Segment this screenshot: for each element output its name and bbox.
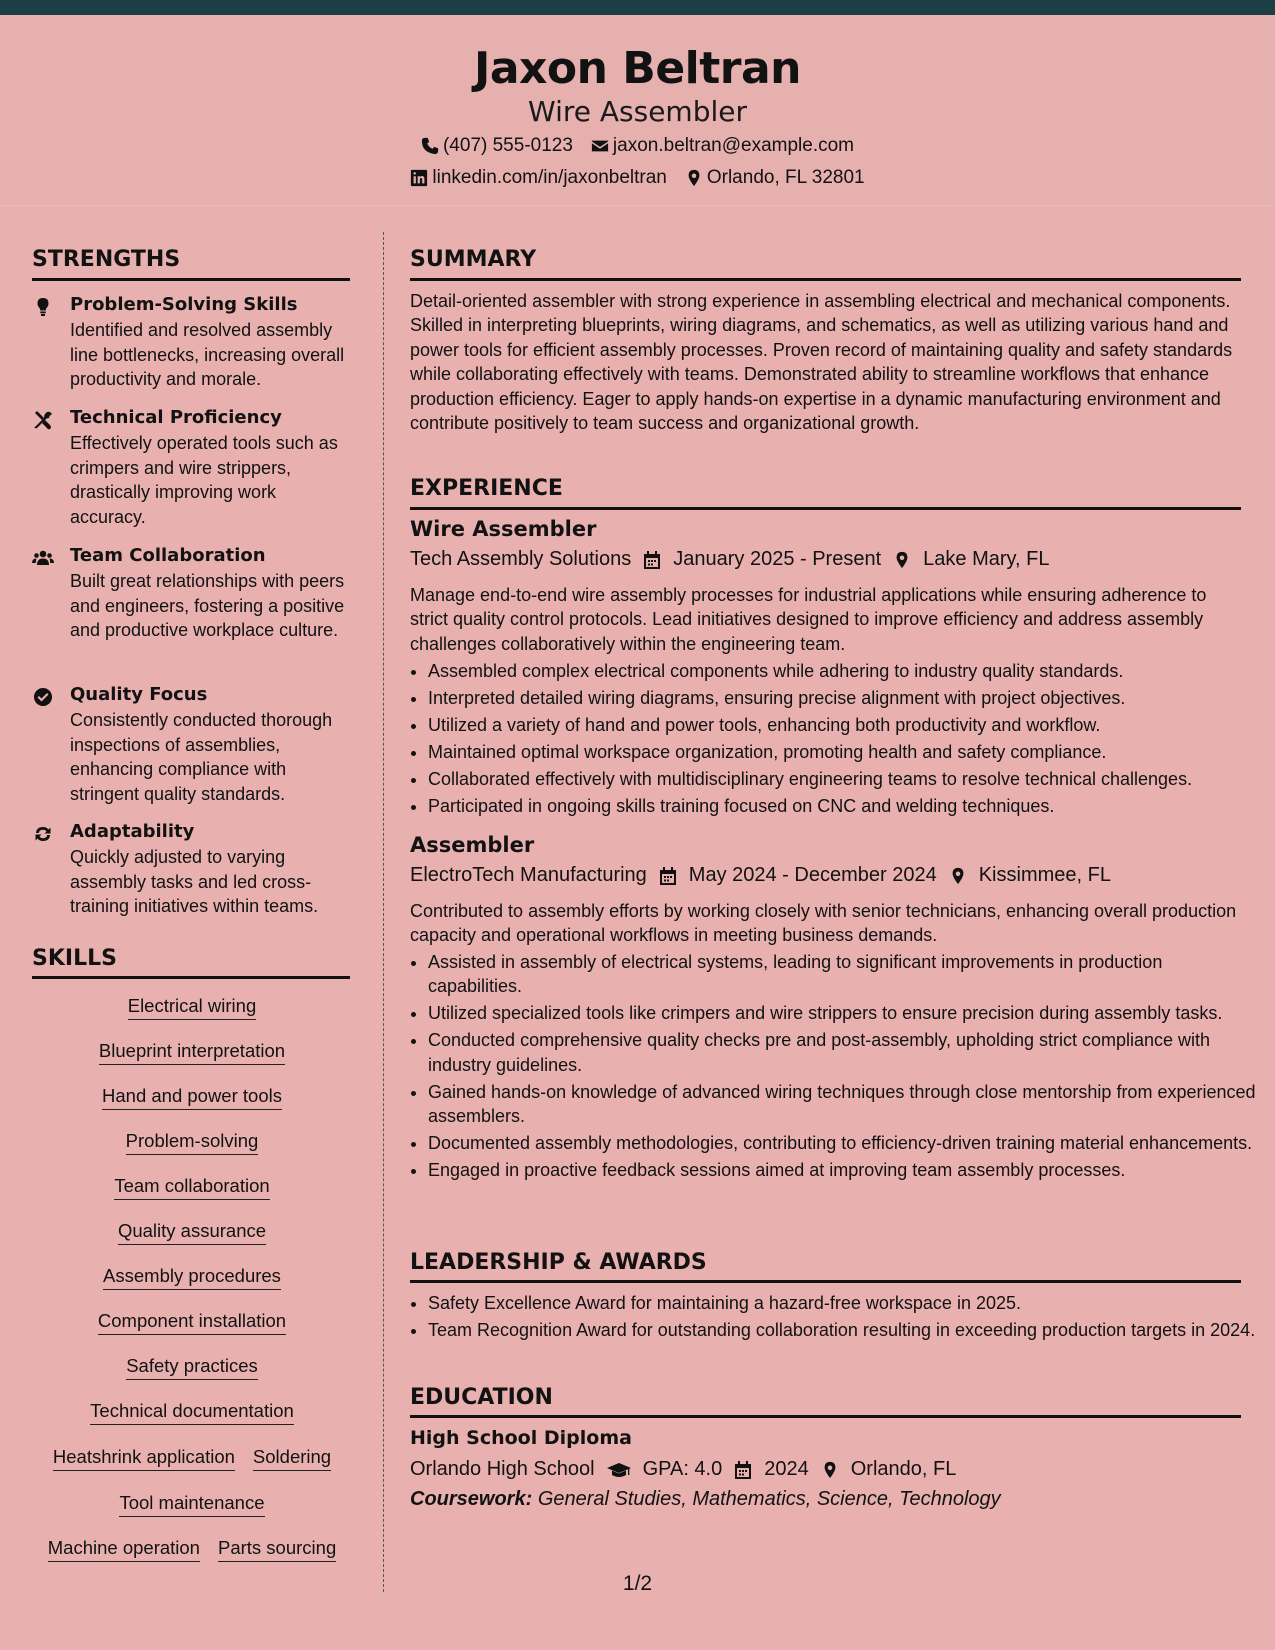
skill-row: [32, 1265, 352, 1290]
job-bullets: [410, 659, 1258, 821]
strength-title: Problem-Solving Skills: [70, 294, 298, 315]
resume-header: [0, 15, 1275, 206]
skill-row: [32, 1310, 352, 1335]
job-title: Wire Assembler: [410, 517, 597, 541]
skill-tag: Heatshrink application: [53, 1446, 235, 1471]
bullet-item: • Assembled complex electrical components while adhering to industry quality standards.: [428, 659, 1258, 683]
education-meta: [410, 1458, 956, 1481]
location-contact: [685, 167, 865, 189]
school-name: Orlando High School: [410, 1458, 595, 1480]
education-heading: EDUCATION: [410, 1385, 553, 1410]
experience-heading: EXPERIENCE: [410, 476, 563, 501]
email-text: jaxon.beltran@example.com: [612, 135, 854, 156]
contact-row-1: [0, 135, 1275, 157]
phone-contact[interactable]: [421, 135, 573, 157]
linkedin-contact[interactable]: [410, 167, 666, 189]
skill-row: [32, 995, 352, 1020]
skill-tag: Parts sourcing: [218, 1537, 336, 1562]
summary-text: Detail-oriented assembler with strong experience in assembling electrical and mechanical components. Skilled in interpreting blueprints, wiring diagrams, and schematics, as well as utilizing various hand and power tools for efficient assembly processes. Proven record of maintaining quality and safety standards while collaborating effectively with teams. Demonstrated ability to streamline workflows that enhance production efficiency. Eager to apply hands-on expertise in a dynamic manufacturing environment and contribute positively to team success and organizational growth.: [410, 291, 1233, 434]
bullet-item: • Assisted in assembly of electrical systems, leading to significant improvements in production capabilities.: [428, 950, 1258, 999]
calendar-icon: [659, 866, 677, 886]
skill-tag: Component installation: [98, 1310, 286, 1335]
degree-title: High School Diploma: [410, 1427, 632, 1449]
school-location: Orlando, FL: [850, 1458, 957, 1480]
top-accent-bar: [0, 0, 1275, 15]
check-circle-icon: [32, 687, 54, 707]
skill-row: [32, 1175, 352, 1200]
bullet-item: • Safety Excellence Award for maintaining a hazard-free workspace in 2025.: [428, 1291, 1258, 1315]
experience-rule: [410, 507, 1241, 510]
education-rule: [410, 1415, 1241, 1418]
bullet-item: • Gained hands-on knowledge of advanced wiring techniques through close mentorship from experienced assemblers.: [428, 1080, 1258, 1129]
leadership-heading: LEADERSHIP & AWARDS: [410, 1250, 707, 1275]
envelope-icon: [591, 137, 609, 155]
strength-title: Adaptability: [70, 821, 195, 842]
strength-title: Team Collaboration: [70, 545, 266, 566]
bullet-item: • Team Recognition Award for outstanding collaboration resulting in exceeding production targets in 2024.: [428, 1318, 1258, 1342]
strength-desc: Identified and resolved assembly line bottlenecks, increasing overall productivity and morale.: [70, 320, 345, 389]
tools-icon: [32, 410, 54, 430]
job-dates: January 2025 - Present: [673, 548, 882, 570]
candidate-name: Jaxon Beltran: [473, 43, 802, 94]
strengths-heading: STRENGTHS: [32, 247, 181, 272]
bullet-item: • Utilized specialized tools like crimpers and wire strippers to ensure precision during assembly tasks.: [428, 1001, 1258, 1025]
job-meta: [410, 548, 1049, 571]
email-contact[interactable]: [591, 135, 854, 157]
skill-tag: Electrical wiring: [128, 995, 257, 1020]
job-location: Kissimmee, FL: [978, 864, 1111, 886]
skill-row: [32, 1040, 352, 1065]
coursework: [410, 1488, 1001, 1511]
skill-tag: Technical documentation: [90, 1400, 294, 1425]
candidate-title: Wire Assembler: [528, 95, 747, 128]
map-pin-icon: [821, 1460, 839, 1480]
job-location: Lake Mary, FL: [923, 548, 1050, 570]
job-company: ElectroTech Manufacturing: [410, 864, 647, 886]
calendar-icon: [643, 550, 661, 570]
strength-desc: Built great relationships with peers and engineers, fostering a positive and productive workplace culture.: [70, 571, 345, 640]
leadership-bullets: [410, 1291, 1258, 1345]
contact-row-2: [0, 167, 1275, 189]
linkedin-icon: [410, 169, 428, 187]
skills-heading: SKILLS: [32, 946, 117, 971]
skill-row: [32, 1085, 352, 1110]
phone-text: (407) 555-0123: [442, 135, 573, 156]
skill-tag: Quality assurance: [118, 1220, 266, 1245]
coursework-list: General Studies, Mathematics, Science, Technology: [537, 1488, 1001, 1510]
bullet-item: • Participated in ongoing skills training focused on CNC and welding techniques.: [428, 794, 1258, 818]
page-number: 1/2: [622, 1572, 653, 1595]
summary-heading: SUMMARY: [410, 247, 537, 272]
gpa: GPA: 4.0: [642, 1458, 723, 1480]
skill-row: [32, 1220, 352, 1245]
location-text: Orlando, FL 32801: [706, 167, 865, 188]
skill-tag: Soldering: [253, 1446, 331, 1471]
skill-row: [32, 1537, 352, 1562]
map-pin-icon: [893, 550, 911, 570]
skill-tag: Machine operation: [48, 1537, 200, 1562]
leadership-rule: [410, 1280, 1241, 1283]
job-title: Assembler: [410, 833, 535, 857]
coursework-label: Coursework:: [410, 1488, 533, 1510]
strengths-rule: [32, 278, 350, 281]
sync-icon: [32, 824, 54, 844]
skills-rule: [32, 976, 350, 979]
skill-row: [32, 1400, 352, 1425]
lightbulb-icon: [32, 297, 54, 317]
skill-tag: Assembly procedures: [103, 1265, 281, 1290]
phone-icon: [421, 137, 439, 155]
calendar-icon: [734, 1460, 752, 1480]
skill-row: [32, 1446, 352, 1471]
skill-row: [32, 1130, 352, 1155]
skill-tag: Problem-solving: [126, 1130, 259, 1155]
linkedin-text: linkedin.com/in/jaxonbeltran: [432, 167, 667, 188]
skill-row: [32, 1355, 352, 1380]
graduation-year: 2024: [764, 1458, 809, 1480]
skill-tag: Tool maintenance: [119, 1492, 264, 1517]
map-pin-icon: [949, 866, 967, 886]
strength-title: Technical Proficiency: [70, 407, 282, 428]
bullet-item: • Maintained optimal workspace organization, promoting health and safety compliance.: [428, 740, 1258, 764]
skill-tag: Hand and power tools: [102, 1085, 282, 1110]
graduation-cap-icon: [607, 1460, 631, 1480]
strength-title: Quality Focus: [70, 684, 208, 705]
bullet-item: • Engaged in proactive feedback sessions aimed at improving team assembly processes.: [428, 1158, 1258, 1182]
skill-row: [32, 1492, 352, 1517]
job-description: Manage end-to-end wire assembly processes for industrial applications while ensuring adherence to strict quality control protocols. Lead initiatives designed to improve efficiency and address assembly challenges collaboratively within the engineering team.: [410, 585, 1207, 654]
job-company: Tech Assembly Solutions: [410, 548, 632, 570]
skill-tag: Blueprint interpretation: [99, 1040, 285, 1065]
skill-tag: Team collaboration: [114, 1175, 269, 1200]
map-pin-icon: [685, 169, 703, 187]
skill-tag: Safety practices: [126, 1355, 258, 1380]
job-dates: May 2024 - December 2024: [688, 864, 937, 886]
bullet-item: • Interpreted detailed wiring diagrams, ensuring precise alignment with project objectives.: [428, 686, 1258, 710]
users-icon: [32, 548, 54, 568]
strength-desc: Quickly adjusted to varying assembly tasks and led cross-training initiatives within teams.: [70, 847, 319, 916]
summary-rule: [410, 278, 1241, 281]
job-meta: [410, 864, 1111, 887]
bullet-item: • Collaborated effectively with multidisciplinary engineering teams to resolve technical challenges.: [428, 767, 1258, 791]
strength-desc: Consistently conducted thorough inspections of assemblies, enhancing compliance with stringent quality standards.: [70, 710, 333, 804]
bullet-item: • Conducted comprehensive quality checks pre and post-assembly, upholding strict compliance with industry guidelines.: [428, 1028, 1258, 1077]
bullet-item: • Documented assembly methodologies, contributing to efficiency-driven training material enhancements.: [428, 1131, 1258, 1155]
bullet-item: • Utilized a variety of hand and power tools, enhancing both productivity and workflow.: [428, 713, 1258, 737]
job-bullets: [410, 950, 1258, 1185]
job-description: Contributed to assembly efforts by working closely with senior technicians, enhancing overall production capacity and operational workflows in meeting business demands.: [410, 901, 1237, 946]
strength-desc: Effectively operated tools such as crimpers and wire strippers, drastically improving work accuracy.: [70, 433, 338, 527]
column-divider: [383, 232, 384, 1592]
